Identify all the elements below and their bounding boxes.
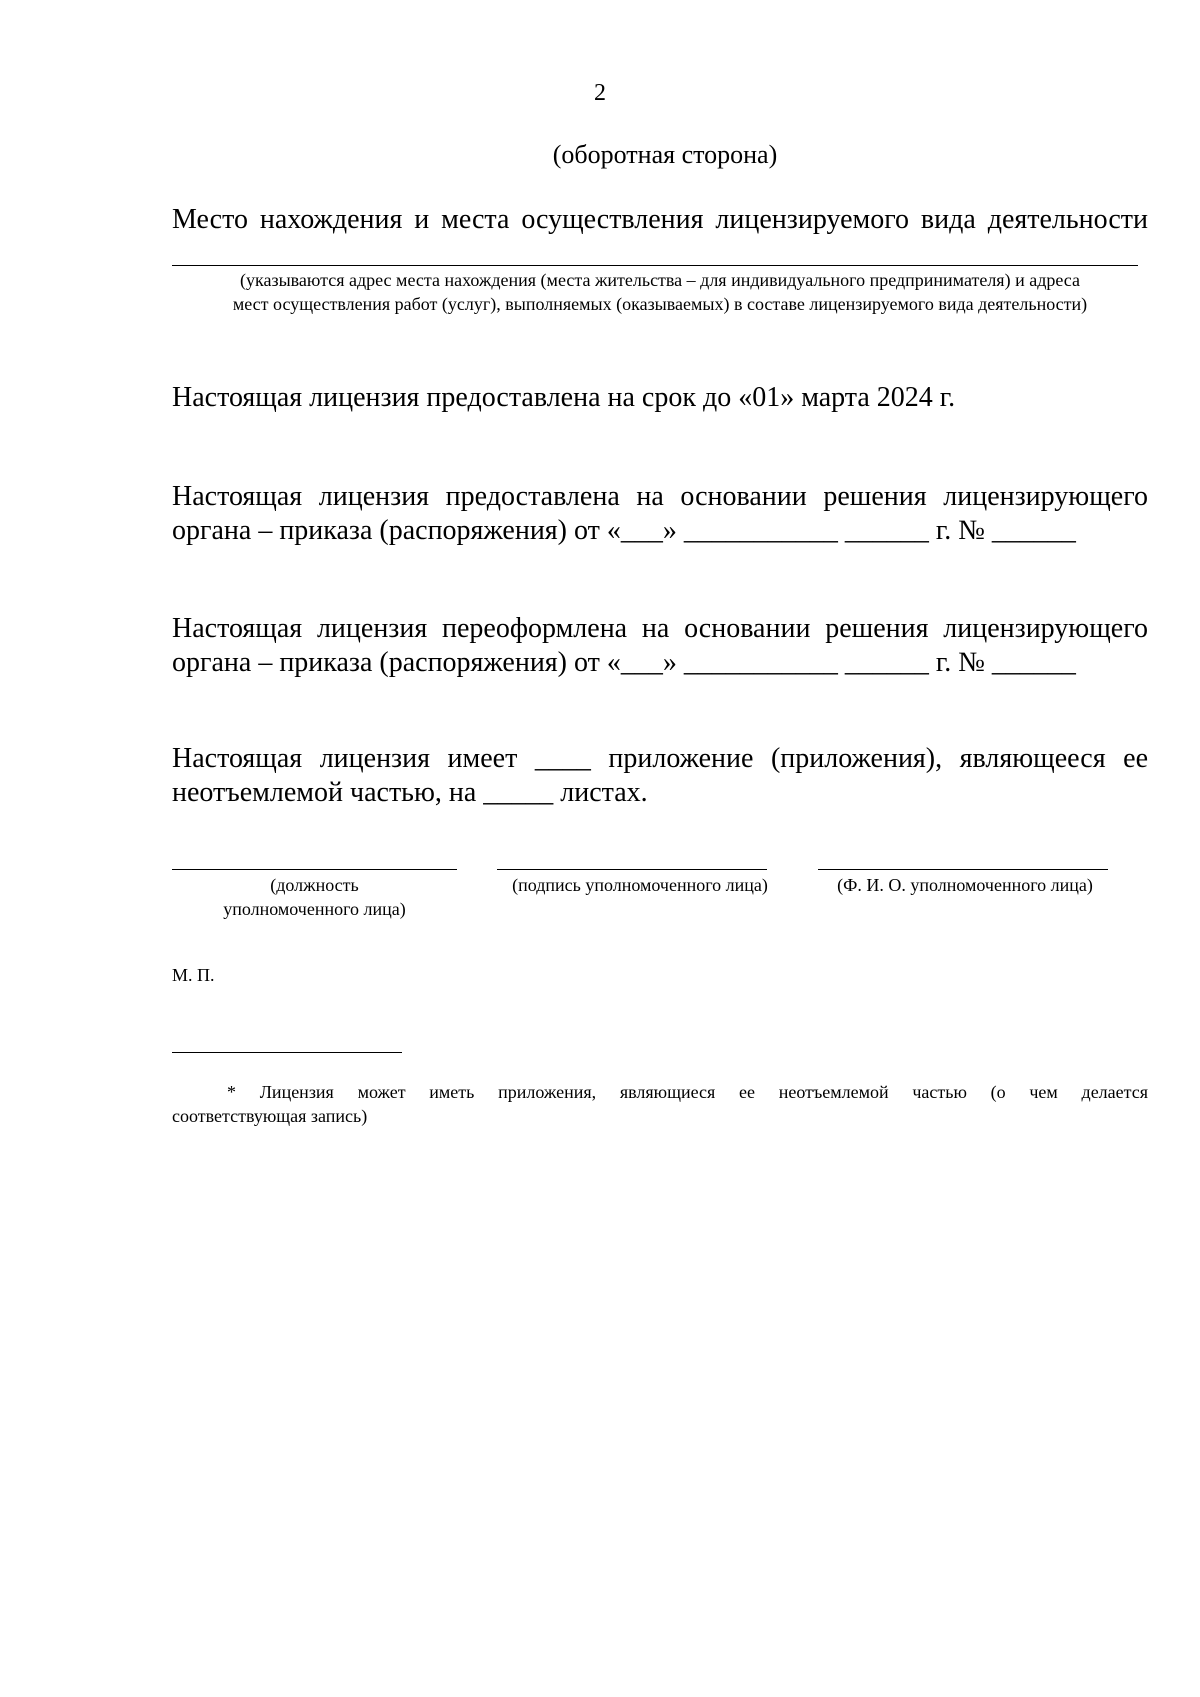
footnote-separator xyxy=(172,1052,402,1053)
address-note-line1: (указываются адрес места нахождения (места жительства – для индивидуального предпринимателя) и адреса xyxy=(240,270,1080,290)
license-basis-paragraph xyxy=(172,480,1148,548)
position-caption-line2: уполномоченного лица) xyxy=(223,899,406,919)
address-note xyxy=(172,268,1148,316)
full-name-signature-line xyxy=(818,869,1108,870)
license-reissue-line2: органа – приказа (распоряжения) от «___» ___________ ______ г. № ______ xyxy=(172,647,1076,678)
license-annex-line1: Настоящая лицензия имеет ____ приложение (приложения), являющееся ее xyxy=(172,743,1148,774)
footnote-line2: соответствующая запись) xyxy=(172,1106,368,1126)
full-name-caption: (Ф. И. О. уполномоченного лица) xyxy=(837,875,1093,895)
license-annex-paragraph xyxy=(172,742,1148,810)
license-reissue-line1: Настоящая лицензия переоформлена на основании решения лицензирующего xyxy=(172,613,1148,644)
side-label: (оборотная сторона) xyxy=(552,140,778,169)
license-annex-line2: неотъемлемой частью, на _____ листах. xyxy=(172,777,648,808)
address-note-line2: мест осуществления работ (услуг), выполняемых (оказываемых) в составе лицензируемого вида деятельности) xyxy=(232,294,1088,314)
license-basis-line1: Настоящая лицензия предоставлена на основании решения лицензирующего xyxy=(172,481,1148,512)
signature-caption: (подпись уполномоченного лица) xyxy=(512,875,768,895)
license-term-text: Настоящая лицензия предоставлена на срок до «01» марта 2024 г. xyxy=(172,382,956,413)
page-number: 2 xyxy=(594,80,606,106)
position-signature-line xyxy=(172,869,457,870)
stamp-place: М. П. xyxy=(172,965,215,985)
position-caption xyxy=(172,873,457,921)
location-heading: Место нахождения и места осуществления лицензируемого вида деятельности xyxy=(172,204,1148,235)
license-term-paragraph xyxy=(172,381,1148,415)
license-basis-line2: органа – приказа (распоряжения) от «___» ___________ ______ г. № ______ xyxy=(172,515,1076,546)
footnote-line1: * Лицензия может иметь приложения, являющиеся ее неотъемлемой частью (о чем делается xyxy=(227,1082,1148,1102)
address-fill-line xyxy=(172,265,1138,266)
license-reissue-paragraph xyxy=(172,612,1148,680)
footnote xyxy=(172,1080,1148,1128)
position-caption-line1: (должность xyxy=(270,875,359,895)
signature-line xyxy=(497,869,767,870)
